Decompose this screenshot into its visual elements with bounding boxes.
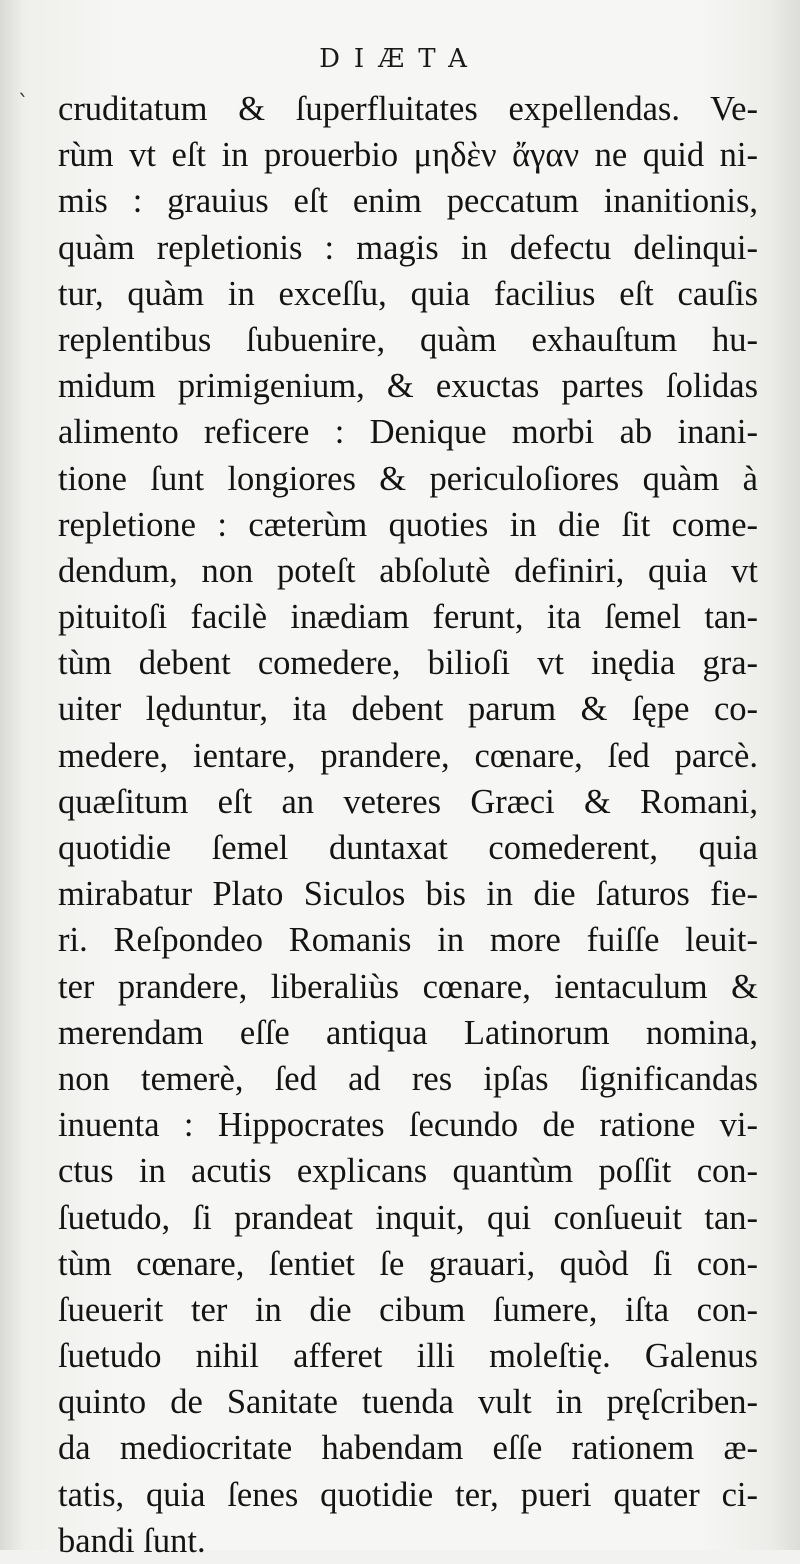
body-text <box>58 86 758 1564</box>
text-line-27: ſueuerit ter in die cibum ſumere, iſta con- <box>58 1290 758 1329</box>
text-line-15: medere, ientare, prandere, cœnare, ſed parcè. <box>58 736 758 775</box>
margin-mark: ˋ <box>18 92 29 117</box>
text-line-14: uiter lęduntur, ita debent parum & ſępe co- <box>58 690 758 729</box>
text-line-24: ctus in acutis explicans quantùm poſſit con- <box>58 1152 758 1191</box>
text-line-12: pituitoſi facilè inædiam ferunt, ita ſemel tan- <box>58 598 758 637</box>
text-line-7: midum primigenium, & exuctas partes ſolidas <box>58 367 758 406</box>
text-line-2: rùm vt eſt in prouerbio μηδὲν ἄγαν ne quid ni- <box>58 136 758 175</box>
text-line-31: tatis, quia ſenes quotidie ter, pueri quater ci- <box>58 1475 758 1514</box>
running-head: DIÆTA <box>319 44 481 74</box>
text-line-6: replentibus ſubuenire, quàm exhauſtum hu- <box>58 320 758 359</box>
text-line-23: inuenta : Hippocrates ſecundo de ratione vi- <box>58 1106 758 1145</box>
text-line-17: quotidie ſemel duntaxat comederent, quia <box>58 829 758 867</box>
text-line-20: ter prandere, liberaliùs cœnare, ientaculum & <box>58 967 758 1006</box>
text-line-3: mis : grauius eſt enim peccatum inanitionis, <box>58 182 758 221</box>
text-line-30: da mediocritate habendam eſſe rationem æ- <box>58 1429 758 1468</box>
text-line-5: tur, quàm in exceſſu, quia facilius eſt cauſis <box>58 274 758 313</box>
text-line-11: dendum, non poteſt abſolutè definiri, quia vt <box>58 551 758 590</box>
text-line-1: cruditatum & ſuperfluitates expellendas. Ve- <box>58 90 758 128</box>
text-line-9: tione ſunt longiores & periculoſiores quàm à <box>58 459 758 498</box>
text-line-26: tùm cœnare, ſentiet ſe grauari, quòd ſi con- <box>58 1244 758 1283</box>
text-line-19: ri. Reſpondeo Romanis in more fuiſſe leuit- <box>58 921 758 960</box>
text-line-22: non temerè, ſed ad res ipſas ſignificandas <box>58 1059 758 1098</box>
text-line-4: quàm repletionis : magis in defectu delinqui- <box>58 228 758 267</box>
text-line-32: bandi ſunt. <box>58 1521 206 1560</box>
text-line-18: mirabatur Plato Siculos bis in die ſaturos fie- <box>58 875 758 914</box>
text-line-13: tùm debent comedere, bilioſi vt inędia gra- <box>58 644 758 683</box>
text-line-21: merendam eſſe antiqua Latinorum nomina, <box>58 1013 758 1052</box>
text-line-28: ſuetudo nihil afferet illi moleſtię. Galenus <box>58 1337 758 1376</box>
text-line-10: repletione : cæterùm quoties in die ſit come- <box>58 505 758 544</box>
text-line-25: ſuetudo, ſi prandeat inquit, qui conſueuit tan- <box>58 1198 758 1237</box>
text-line-8: alimento reficere : Denique morbi ab inani- <box>58 413 758 452</box>
text-line-29: quinto de Sanitate tuenda vult in pręſcriben- <box>58 1383 758 1422</box>
text-line-16: quæſitum eſt an veteres Græci & Romani, <box>58 782 758 821</box>
